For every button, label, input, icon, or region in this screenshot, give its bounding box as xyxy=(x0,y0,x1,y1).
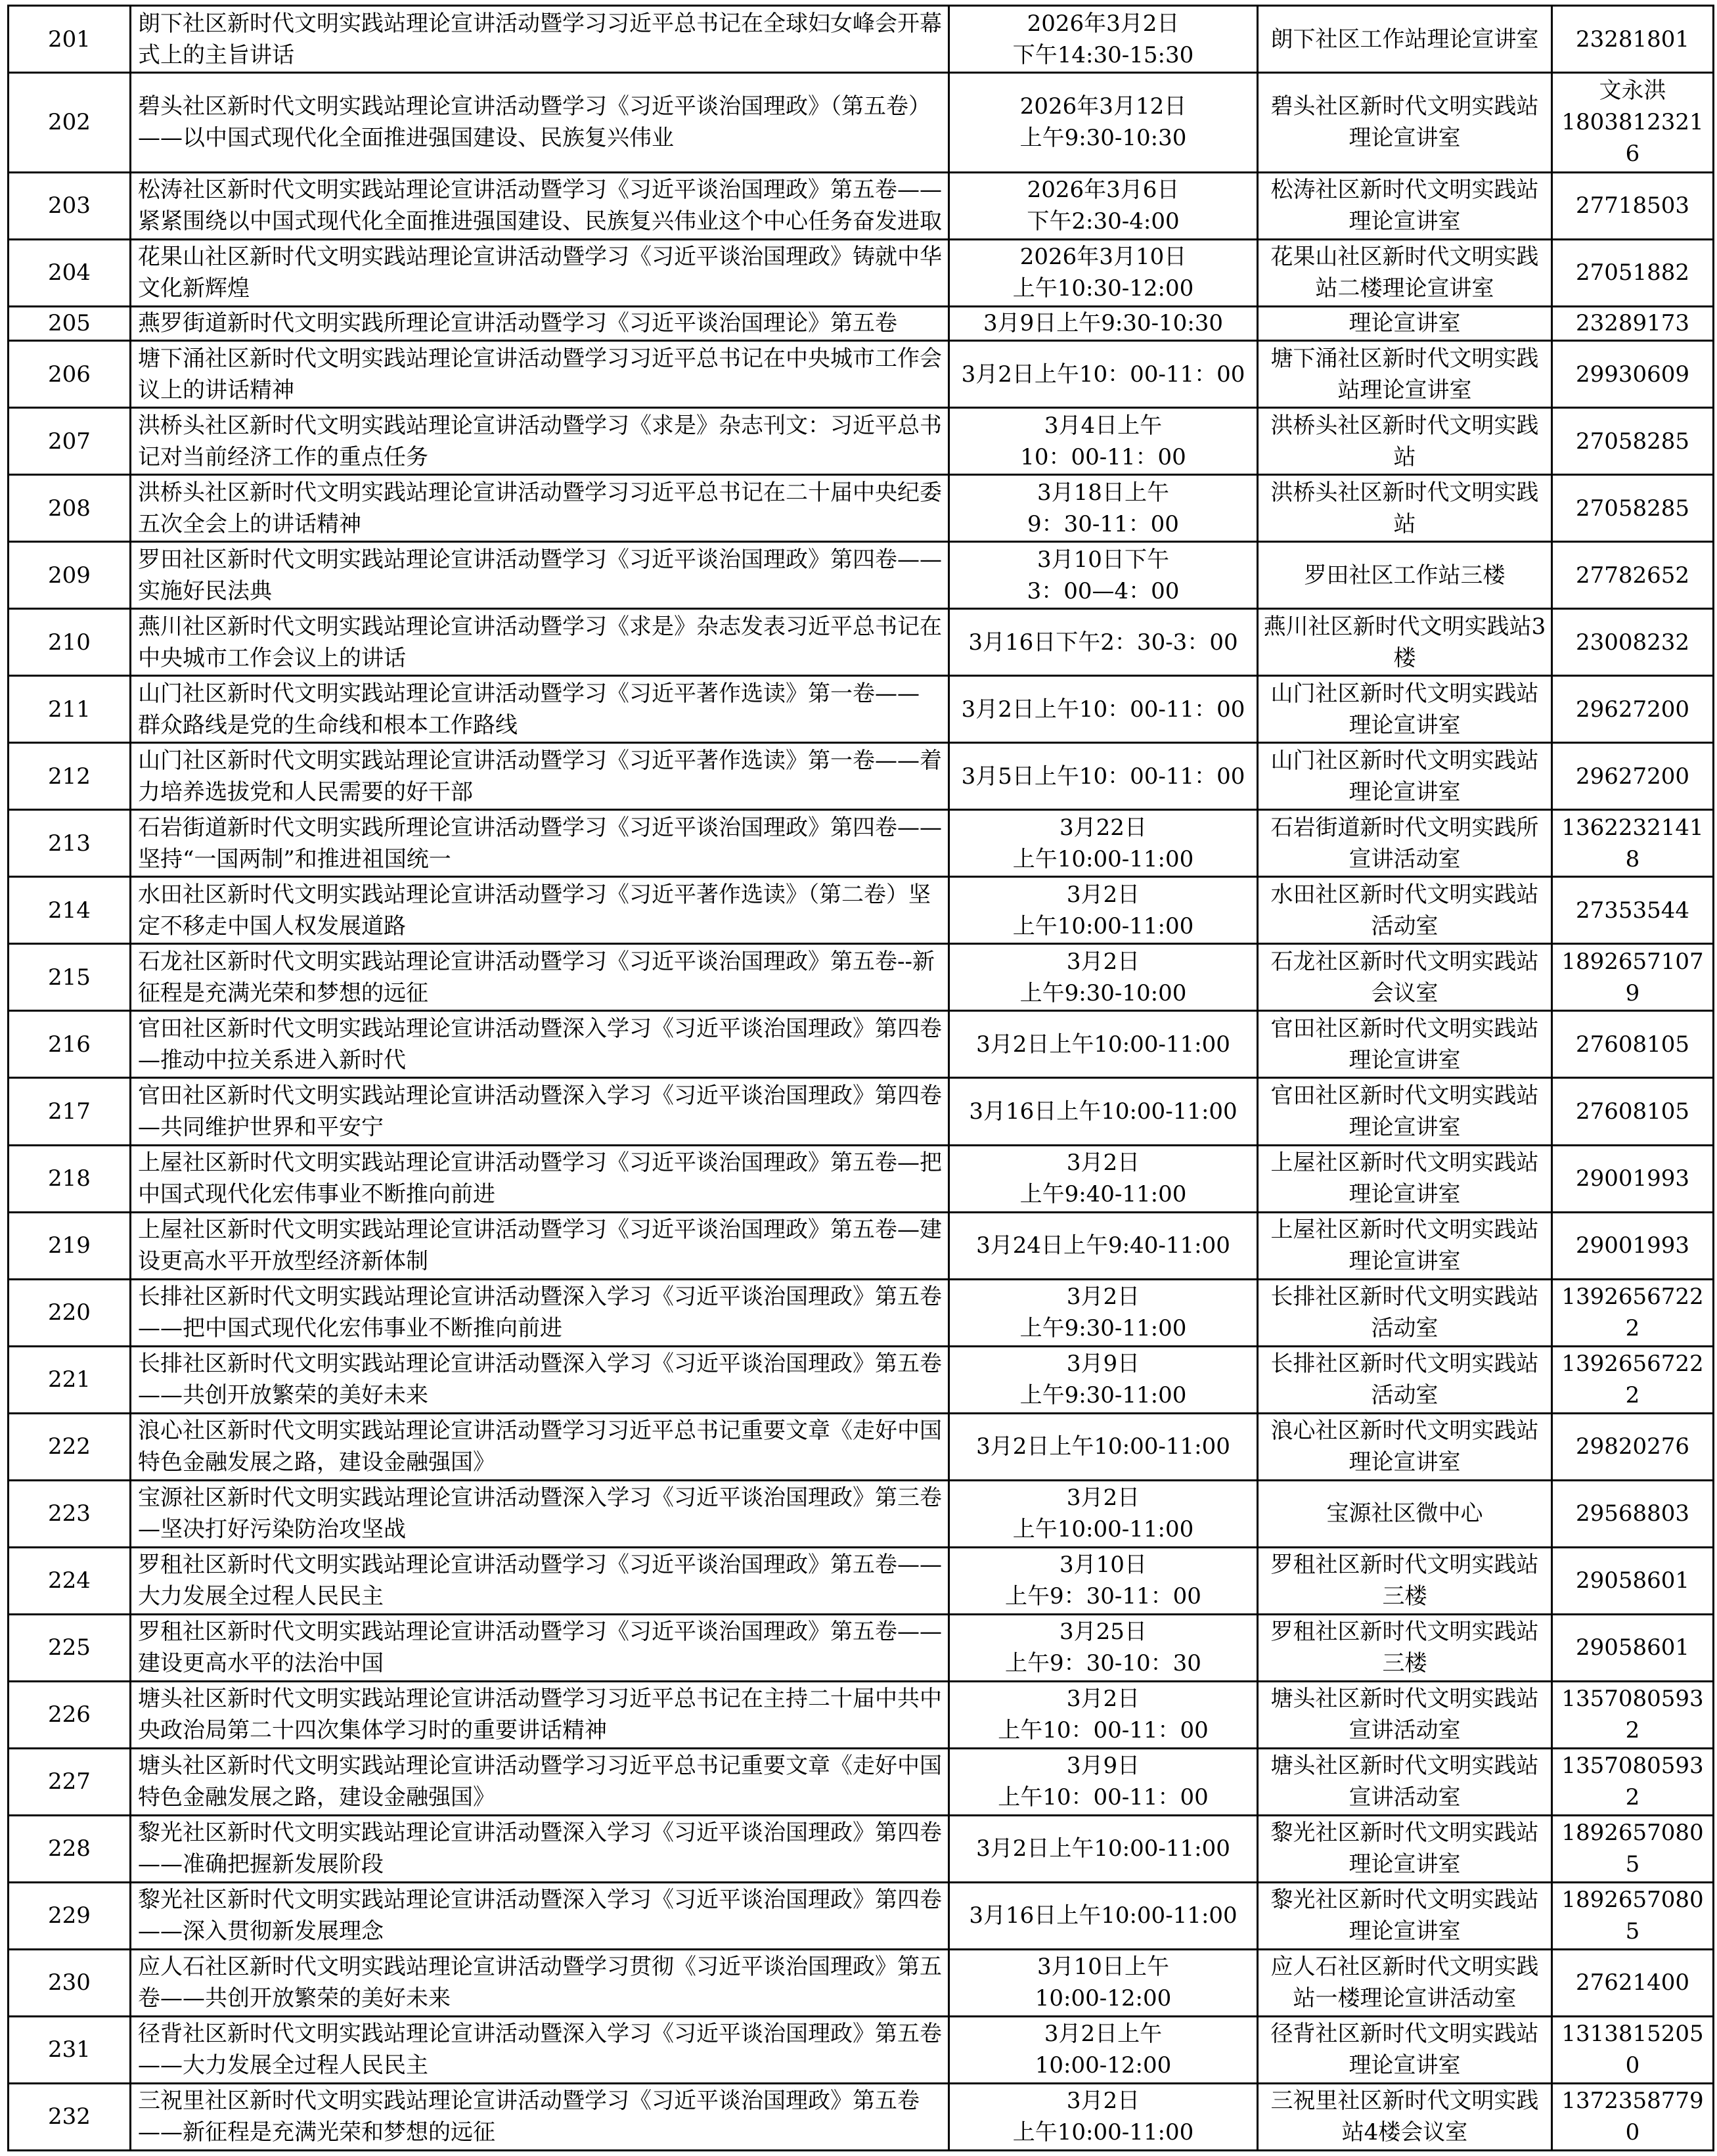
activity-time: 3月2日 上午10:00-11:00 xyxy=(949,1480,1258,1547)
activity-time: 3月2日上午 10:00-12:00 xyxy=(949,2016,1258,2083)
activity-time: 3月2日上午10:00-11:00 xyxy=(949,1011,1258,1078)
row-number: 232 xyxy=(9,2083,131,2150)
activity-venue: 宝源社区微中心 xyxy=(1258,1480,1552,1547)
activity-time: 3月5日上午10：00-11：00 xyxy=(949,743,1258,810)
activity-time: 2026年3月2日 下午14:30-15:30 xyxy=(949,6,1258,73)
activity-time: 3月9日 上午9:30-11:00 xyxy=(949,1346,1258,1413)
row-number: 208 xyxy=(9,475,131,542)
contact-phone: 23281801 xyxy=(1552,6,1714,73)
activity-venue: 花果山社区新时代文明实践站二楼理论宣讲室 xyxy=(1258,239,1552,306)
activity-time: 3月2日上午10:00-11:00 xyxy=(949,1815,1258,1882)
table-row xyxy=(9,2016,1714,2083)
schedule-table-body xyxy=(9,6,1714,2151)
row-number: 209 xyxy=(9,542,131,609)
row-number: 207 xyxy=(9,408,131,475)
table-row xyxy=(9,1748,1714,1815)
row-number: 222 xyxy=(9,1413,131,1480)
activity-venue: 碧头社区新时代文明实践站理论宣讲室 xyxy=(1258,73,1552,173)
table-row xyxy=(9,6,1714,73)
activity-venue: 罗租社区新时代文明实践站三楼 xyxy=(1258,1614,1552,1681)
activity-venue: 黎光社区新时代文明实践站理论宣讲室 xyxy=(1258,1882,1552,1949)
contact-phone: 文永洪 18038123216 xyxy=(1552,73,1714,173)
activity-venue: 应人石社区新时代文明实践站一楼理论宣讲活动室 xyxy=(1258,1949,1552,2016)
activity-time: 3月2日 上午10:00-11:00 xyxy=(949,877,1258,944)
contact-phone: 27353544 xyxy=(1552,877,1714,944)
table-row xyxy=(9,1949,1714,2016)
table-row xyxy=(9,1480,1714,1547)
activity-time: 3月24日上午9:40-11:00 xyxy=(949,1212,1258,1279)
table-row xyxy=(9,1212,1714,1279)
table-row xyxy=(9,1078,1714,1145)
row-number: 212 xyxy=(9,743,131,810)
activity-topic: 石龙社区新时代文明实践站理论宣讲活动暨学习《习近平谈治国理政》第五卷--新征程是充满光荣和梦想的远征 xyxy=(131,944,949,1011)
contact-phone: 18926571079 xyxy=(1552,944,1714,1011)
row-number: 211 xyxy=(9,676,131,743)
activity-time: 3月9日 上午10：00-11：00 xyxy=(949,1748,1258,1815)
activity-topic: 松涛社区新时代文明实践站理论宣讲活动暨学习《习近平谈治国理政》第五卷——紧紧围绕以中国式现代化全面推进强国建设、民族复兴伟业这个中心任务奋发进取 xyxy=(131,172,949,239)
activity-topic: 三祝里社区新时代文明实践站理论宣讲活动暨学习《习近平谈治国理政》第五卷——新征程是充满光荣和梦想的远征 xyxy=(131,2083,949,2150)
table-row xyxy=(9,73,1714,173)
activity-topic: 塘头社区新时代文明实践站理论宣讲活动暨学习习近平总书记重要文章《走好中国特色金融发展之路，建设金融强国》 xyxy=(131,1748,949,1815)
table-row xyxy=(9,408,1714,475)
activity-time: 3月2日 上午9:40-11:00 xyxy=(949,1145,1258,1212)
activity-venue: 洪桥头社区新时代文明实践站 xyxy=(1258,475,1552,542)
activity-topic: 官田社区新时代文明实践站理论宣讲活动暨深入学习《习近平谈治国理政》第四卷—共同维护世界和平安宁 xyxy=(131,1078,949,1145)
table-row xyxy=(9,1011,1714,1078)
table-row xyxy=(9,239,1714,306)
activity-topic: 罗租社区新时代文明实践站理论宣讲活动暨学习《习近平谈治国理政》第五卷——建设更高水平的法治中国 xyxy=(131,1614,949,1681)
activity-time: 2026年3月6日 下午2:30-4:00 xyxy=(949,172,1258,239)
activity-time: 3月18日上午 9：30-11：00 xyxy=(949,475,1258,542)
table-row xyxy=(9,1279,1714,1346)
activity-venue: 径背社区新时代文明实践站理论宣讲室 xyxy=(1258,2016,1552,2083)
activity-topic: 山门社区新时代文明实践站理论宣讲活动暨学习《习近平著作选读》第一卷—— 群众路线是党的生命线和根本工作路线 xyxy=(131,676,949,743)
activity-venue: 浪心社区新时代文明实践站理论宣讲室 xyxy=(1258,1413,1552,1480)
activity-topic: 长排社区新时代文明实践站理论宣讲活动暨深入学习《习近平谈治国理政》第五卷——把中国式现代化宏伟事业不断推向前进 xyxy=(131,1279,949,1346)
activity-time: 3月16日上午10:00-11:00 xyxy=(949,1078,1258,1145)
contact-phone: 13926567222 xyxy=(1552,1346,1714,1413)
table-row xyxy=(9,306,1714,341)
table-row xyxy=(9,1145,1714,1212)
activity-topic: 黎光社区新时代文明实践站理论宣讲活动暨深入学习《习近平谈治国理政》第四卷——深入贯彻新发展理念 xyxy=(131,1882,949,1949)
contact-phone: 29001993 xyxy=(1552,1145,1714,1212)
activity-time: 3月2日上午10：00-11：00 xyxy=(949,341,1258,408)
contact-phone: 29820276 xyxy=(1552,1413,1714,1480)
activity-topic: 浪心社区新时代文明实践站理论宣讲活动暨学习习近平总书记重要文章《走好中国特色金融发展之路，建设金融强国》 xyxy=(131,1413,949,1480)
contact-phone: 29001993 xyxy=(1552,1212,1714,1279)
row-number: 227 xyxy=(9,1748,131,1815)
activity-venue: 三祝里社区新时代文明实践站4楼会议室 xyxy=(1258,2083,1552,2150)
activity-topic: 洪桥头社区新时代文明实践站理论宣讲活动暨学习《求是》杂志刊文：习近平总书记对当前经济工作的重点任务 xyxy=(131,408,949,475)
table-row xyxy=(9,810,1714,877)
table-row xyxy=(9,1681,1714,1748)
activity-venue: 罗租社区新时代文明实践站三楼 xyxy=(1258,1547,1552,1614)
contact-phone: 29930609 xyxy=(1552,341,1714,408)
activity-time: 3月16日下午2：30-3：00 xyxy=(949,609,1258,676)
activity-topic: 上屋社区新时代文明实践站理论宣讲活动暨学习《习近平谈治国理政》第五卷—把中国式现代化宏伟事业不断推向前进 xyxy=(131,1145,949,1212)
contact-phone: 27058285 xyxy=(1552,408,1714,475)
row-number: 210 xyxy=(9,609,131,676)
contact-phone: 27782652 xyxy=(1552,542,1714,609)
activity-venue: 长排社区新时代文明实践站活动室 xyxy=(1258,1279,1552,1346)
table-row xyxy=(9,1815,1714,1882)
contact-phone: 29568803 xyxy=(1552,1480,1714,1547)
activity-time: 3月10日 上午9：30-11：00 xyxy=(949,1547,1258,1614)
activity-venue: 上屋社区新时代文明实践站理论宣讲室 xyxy=(1258,1212,1552,1279)
activity-topic: 山门社区新时代文明实践站理论宣讲活动暨学习《习近平著作选读》第一卷——着力培养选拔党和人民需要的好干部 xyxy=(131,743,949,810)
activity-topic: 罗租社区新时代文明实践站理论宣讲活动暨学习《习近平谈治国理政》第五卷——大力发展全过程人民民主 xyxy=(131,1547,949,1614)
activity-time: 3月2日 上午10：00-11：00 xyxy=(949,1681,1258,1748)
contact-phone: 29627200 xyxy=(1552,676,1714,743)
activity-topic: 径背社区新时代文明实践站理论宣讲活动暨深入学习《习近平谈治国理政》第五卷——大力发展全过程人民民主 xyxy=(131,2016,949,2083)
row-number: 217 xyxy=(9,1078,131,1145)
activity-venue: 罗田社区工作站三楼 xyxy=(1258,542,1552,609)
contact-phone: 27621400 xyxy=(1552,1949,1714,2016)
activity-venue: 洪桥头社区新时代文明实践站 xyxy=(1258,408,1552,475)
activity-venue: 官田社区新时代文明实践站理论宣讲室 xyxy=(1258,1011,1552,1078)
activity-venue: 理论宣讲室 xyxy=(1258,306,1552,341)
row-number: 224 xyxy=(9,1547,131,1614)
contact-phone: 27608105 xyxy=(1552,1011,1714,1078)
table-row xyxy=(9,1614,1714,1681)
contact-phone: 23289173 xyxy=(1552,306,1714,341)
activity-time: 3月2日上午10:00-11:00 xyxy=(949,1413,1258,1480)
contact-phone: 13723587790 xyxy=(1552,2083,1714,2150)
contact-phone: 13926567222 xyxy=(1552,1279,1714,1346)
contact-phone: 27051882 xyxy=(1552,239,1714,306)
activity-venue: 朗下社区工作站理论宣讲室 xyxy=(1258,6,1552,73)
activity-topic: 罗田社区新时代文明实践站理论宣讲活动暨学习《习近平谈治国理政》第四卷——实施好民法典 xyxy=(131,542,949,609)
table-row xyxy=(9,542,1714,609)
row-number: 213 xyxy=(9,810,131,877)
activity-venue: 上屋社区新时代文明实践站理论宣讲室 xyxy=(1258,1145,1552,1212)
activity-time: 3月2日 上午10:00-11:00 xyxy=(949,2083,1258,2150)
row-number: 220 xyxy=(9,1279,131,1346)
activity-venue: 山门社区新时代文明实践站理论宣讲室 xyxy=(1258,676,1552,743)
table-row xyxy=(9,743,1714,810)
table-row xyxy=(9,944,1714,1011)
activity-venue: 石龙社区新时代文明实践站会议室 xyxy=(1258,944,1552,1011)
row-number: 226 xyxy=(9,1681,131,1748)
activity-topic: 塘头社区新时代文明实践站理论宣讲活动暨学习习近平总书记在主持二十届中共中央政治局第二十四次集体学习时的重要讲话精神 xyxy=(131,1681,949,1748)
activity-venue: 燕川社区新时代文明实践站3楼 xyxy=(1258,609,1552,676)
row-number: 203 xyxy=(9,172,131,239)
contact-phone: 29058601 xyxy=(1552,1614,1714,1681)
table-row xyxy=(9,2083,1714,2150)
activity-time: 3月10日下午 3：00—4：00 xyxy=(949,542,1258,609)
table-row xyxy=(9,676,1714,743)
activity-time: 3月16日上午10:00-11:00 xyxy=(949,1882,1258,1949)
table-row xyxy=(9,877,1714,944)
activity-venue: 塘头社区新时代文明实践站宣讲活动室 xyxy=(1258,1681,1552,1748)
activity-time: 3月4日上午 10：00-11：00 xyxy=(949,408,1258,475)
activity-topic: 洪桥头社区新时代文明实践站理论宣讲活动暨学习习近平总书记在二十届中央纪委五次全会上的讲话精神 xyxy=(131,475,949,542)
activity-venue: 塘头社区新时代文明实践站宣讲活动室 xyxy=(1258,1748,1552,1815)
activity-time: 3月9日上午9:30-10:30 xyxy=(949,306,1258,341)
contact-phone: 27718503 xyxy=(1552,172,1714,239)
row-number: 230 xyxy=(9,1949,131,2016)
activity-time: 3月10日上午 10:00-12:00 xyxy=(949,1949,1258,2016)
row-number: 223 xyxy=(9,1480,131,1547)
activity-topic: 水田社区新时代文明实践站理论宣讲活动暨学习《习近平著作选读》（第二卷）坚定不移走中国人权发展道路 xyxy=(131,877,949,944)
row-number: 202 xyxy=(9,73,131,173)
activity-time: 3月22日 上午10:00-11:00 xyxy=(949,810,1258,877)
table-row xyxy=(9,1413,1714,1480)
activity-venue: 长排社区新时代文明实践站活动室 xyxy=(1258,1346,1552,1413)
activity-venue: 水田社区新时代文明实践站活动室 xyxy=(1258,877,1552,944)
row-number: 206 xyxy=(9,341,131,408)
contact-phone: 13570805932 xyxy=(1552,1748,1714,1815)
row-number: 229 xyxy=(9,1882,131,1949)
table-row xyxy=(9,1346,1714,1413)
contact-phone: 27608105 xyxy=(1552,1078,1714,1145)
activity-topic: 碧头社区新时代文明实践站理论宣讲活动暨学习《习近平谈治国理政》（第五卷）——以中国式现代化全面推进强国建设、民族复兴伟业 xyxy=(131,73,949,173)
activity-time: 3月2日 上午9:30-10:00 xyxy=(949,944,1258,1011)
activity-topic: 黎光社区新时代文明实践站理论宣讲活动暨深入学习《习近平谈治国理政》第四卷——准确把握新发展阶段 xyxy=(131,1815,949,1882)
table-row xyxy=(9,341,1714,408)
activity-topic: 官田社区新时代文明实践站理论宣讲活动暨深入学习《习近平谈治国理政》第四卷—推动中拉关系进入新时代 xyxy=(131,1011,949,1078)
activity-topic: 应人石社区新时代文明实践站理论宣讲活动暨学习贯彻《习近平谈治国理政》第五卷——共创开放繁荣的美好未来 xyxy=(131,1949,949,2016)
table-row xyxy=(9,172,1714,239)
contact-phone: 23008232 xyxy=(1552,609,1714,676)
contact-phone: 13570805932 xyxy=(1552,1681,1714,1748)
activity-topic: 花果山社区新时代文明实践站理论宣讲活动暨学习《习近平谈治国理政》铸就中华文化新辉煌 xyxy=(131,239,949,306)
activity-topic: 朗下社区新时代文明实践站理论宣讲活动暨学习习近平总书记在全球妇女峰会开幕式上的主旨讲话 xyxy=(131,6,949,73)
contact-phone: 13622321418 xyxy=(1552,810,1714,877)
activity-topic: 燕罗街道新时代文明实践所理论宣讲活动暨学习《习近平谈治国理论》第五卷 xyxy=(131,306,949,341)
row-number: 215 xyxy=(9,944,131,1011)
table-row xyxy=(9,609,1714,676)
contact-phone: 13138152050 xyxy=(1552,2016,1714,2083)
activity-venue: 山门社区新时代文明实践站理论宣讲室 xyxy=(1258,743,1552,810)
row-number: 219 xyxy=(9,1212,131,1279)
contact-phone: 29627200 xyxy=(1552,743,1714,810)
activity-venue: 官田社区新时代文明实践站理论宣讲室 xyxy=(1258,1078,1552,1145)
activity-time: 2026年3月10日 上午10:30-12:00 xyxy=(949,239,1258,306)
contact-phone: 18926570805 xyxy=(1552,1882,1714,1949)
activity-venue: 黎光社区新时代文明实践站理论宣讲室 xyxy=(1258,1815,1552,1882)
activity-time: 3月25日 上午9：30-10：30 xyxy=(949,1614,1258,1681)
activity-topic: 塘下涌社区新时代文明实践站理论宣讲活动暨学习习近平总书记在中央城市工作会议上的讲话精神 xyxy=(131,341,949,408)
activity-topic: 长排社区新时代文明实践站理论宣讲活动暨深入学习《习近平谈治国理政》第五卷——共创开放繁荣的美好未来 xyxy=(131,1346,949,1413)
activity-venue: 塘下涌社区新时代文明实践站理论宣讲室 xyxy=(1258,341,1552,408)
activity-time: 3月2日 上午9:30-11:00 xyxy=(949,1279,1258,1346)
contact-phone: 29058601 xyxy=(1552,1547,1714,1614)
table-row xyxy=(9,1547,1714,1614)
row-number: 216 xyxy=(9,1011,131,1078)
row-number: 225 xyxy=(9,1614,131,1681)
row-number: 231 xyxy=(9,2016,131,2083)
row-number: 218 xyxy=(9,1145,131,1212)
row-number: 214 xyxy=(9,877,131,944)
activity-topic: 石岩街道新时代文明实践所理论宣讲活动暨学习《习近平谈治国理政》第四卷——坚持“一国两制”和推进祖国统一 xyxy=(131,810,949,877)
activity-venue: 松涛社区新时代文明实践站理论宣讲室 xyxy=(1258,172,1552,239)
table-row xyxy=(9,1882,1714,1949)
activity-topic: 宝源社区新时代文明实践站理论宣讲活动暨深入学习《习近平谈治国理政》第三卷—坚决打好污染防治攻坚战 xyxy=(131,1480,949,1547)
row-number: 201 xyxy=(9,6,131,73)
row-number: 221 xyxy=(9,1346,131,1413)
contact-phone: 18926570805 xyxy=(1552,1815,1714,1882)
activity-venue: 石岩街道新时代文明实践所宣讲活动室 xyxy=(1258,810,1552,877)
activity-time: 3月2日上午10：00-11：00 xyxy=(949,676,1258,743)
contact-phone: 27058285 xyxy=(1552,475,1714,542)
schedule-table xyxy=(7,5,1714,2151)
activity-time: 2026年3月12日 上午9:30-10:30 xyxy=(949,73,1258,173)
activity-topic: 燕川社区新时代文明实践站理论宣讲活动暨学习《求是》杂志发表习近平总书记在中央城市工作会议上的讲话 xyxy=(131,609,949,676)
table-row xyxy=(9,475,1714,542)
activity-topic: 上屋社区新时代文明实践站理论宣讲活动暨学习《习近平谈治国理政》第五卷—建设更高水平开放型经济新体制 xyxy=(131,1212,949,1279)
row-number: 204 xyxy=(9,239,131,306)
row-number: 205 xyxy=(9,306,131,341)
row-number: 228 xyxy=(9,1815,131,1882)
